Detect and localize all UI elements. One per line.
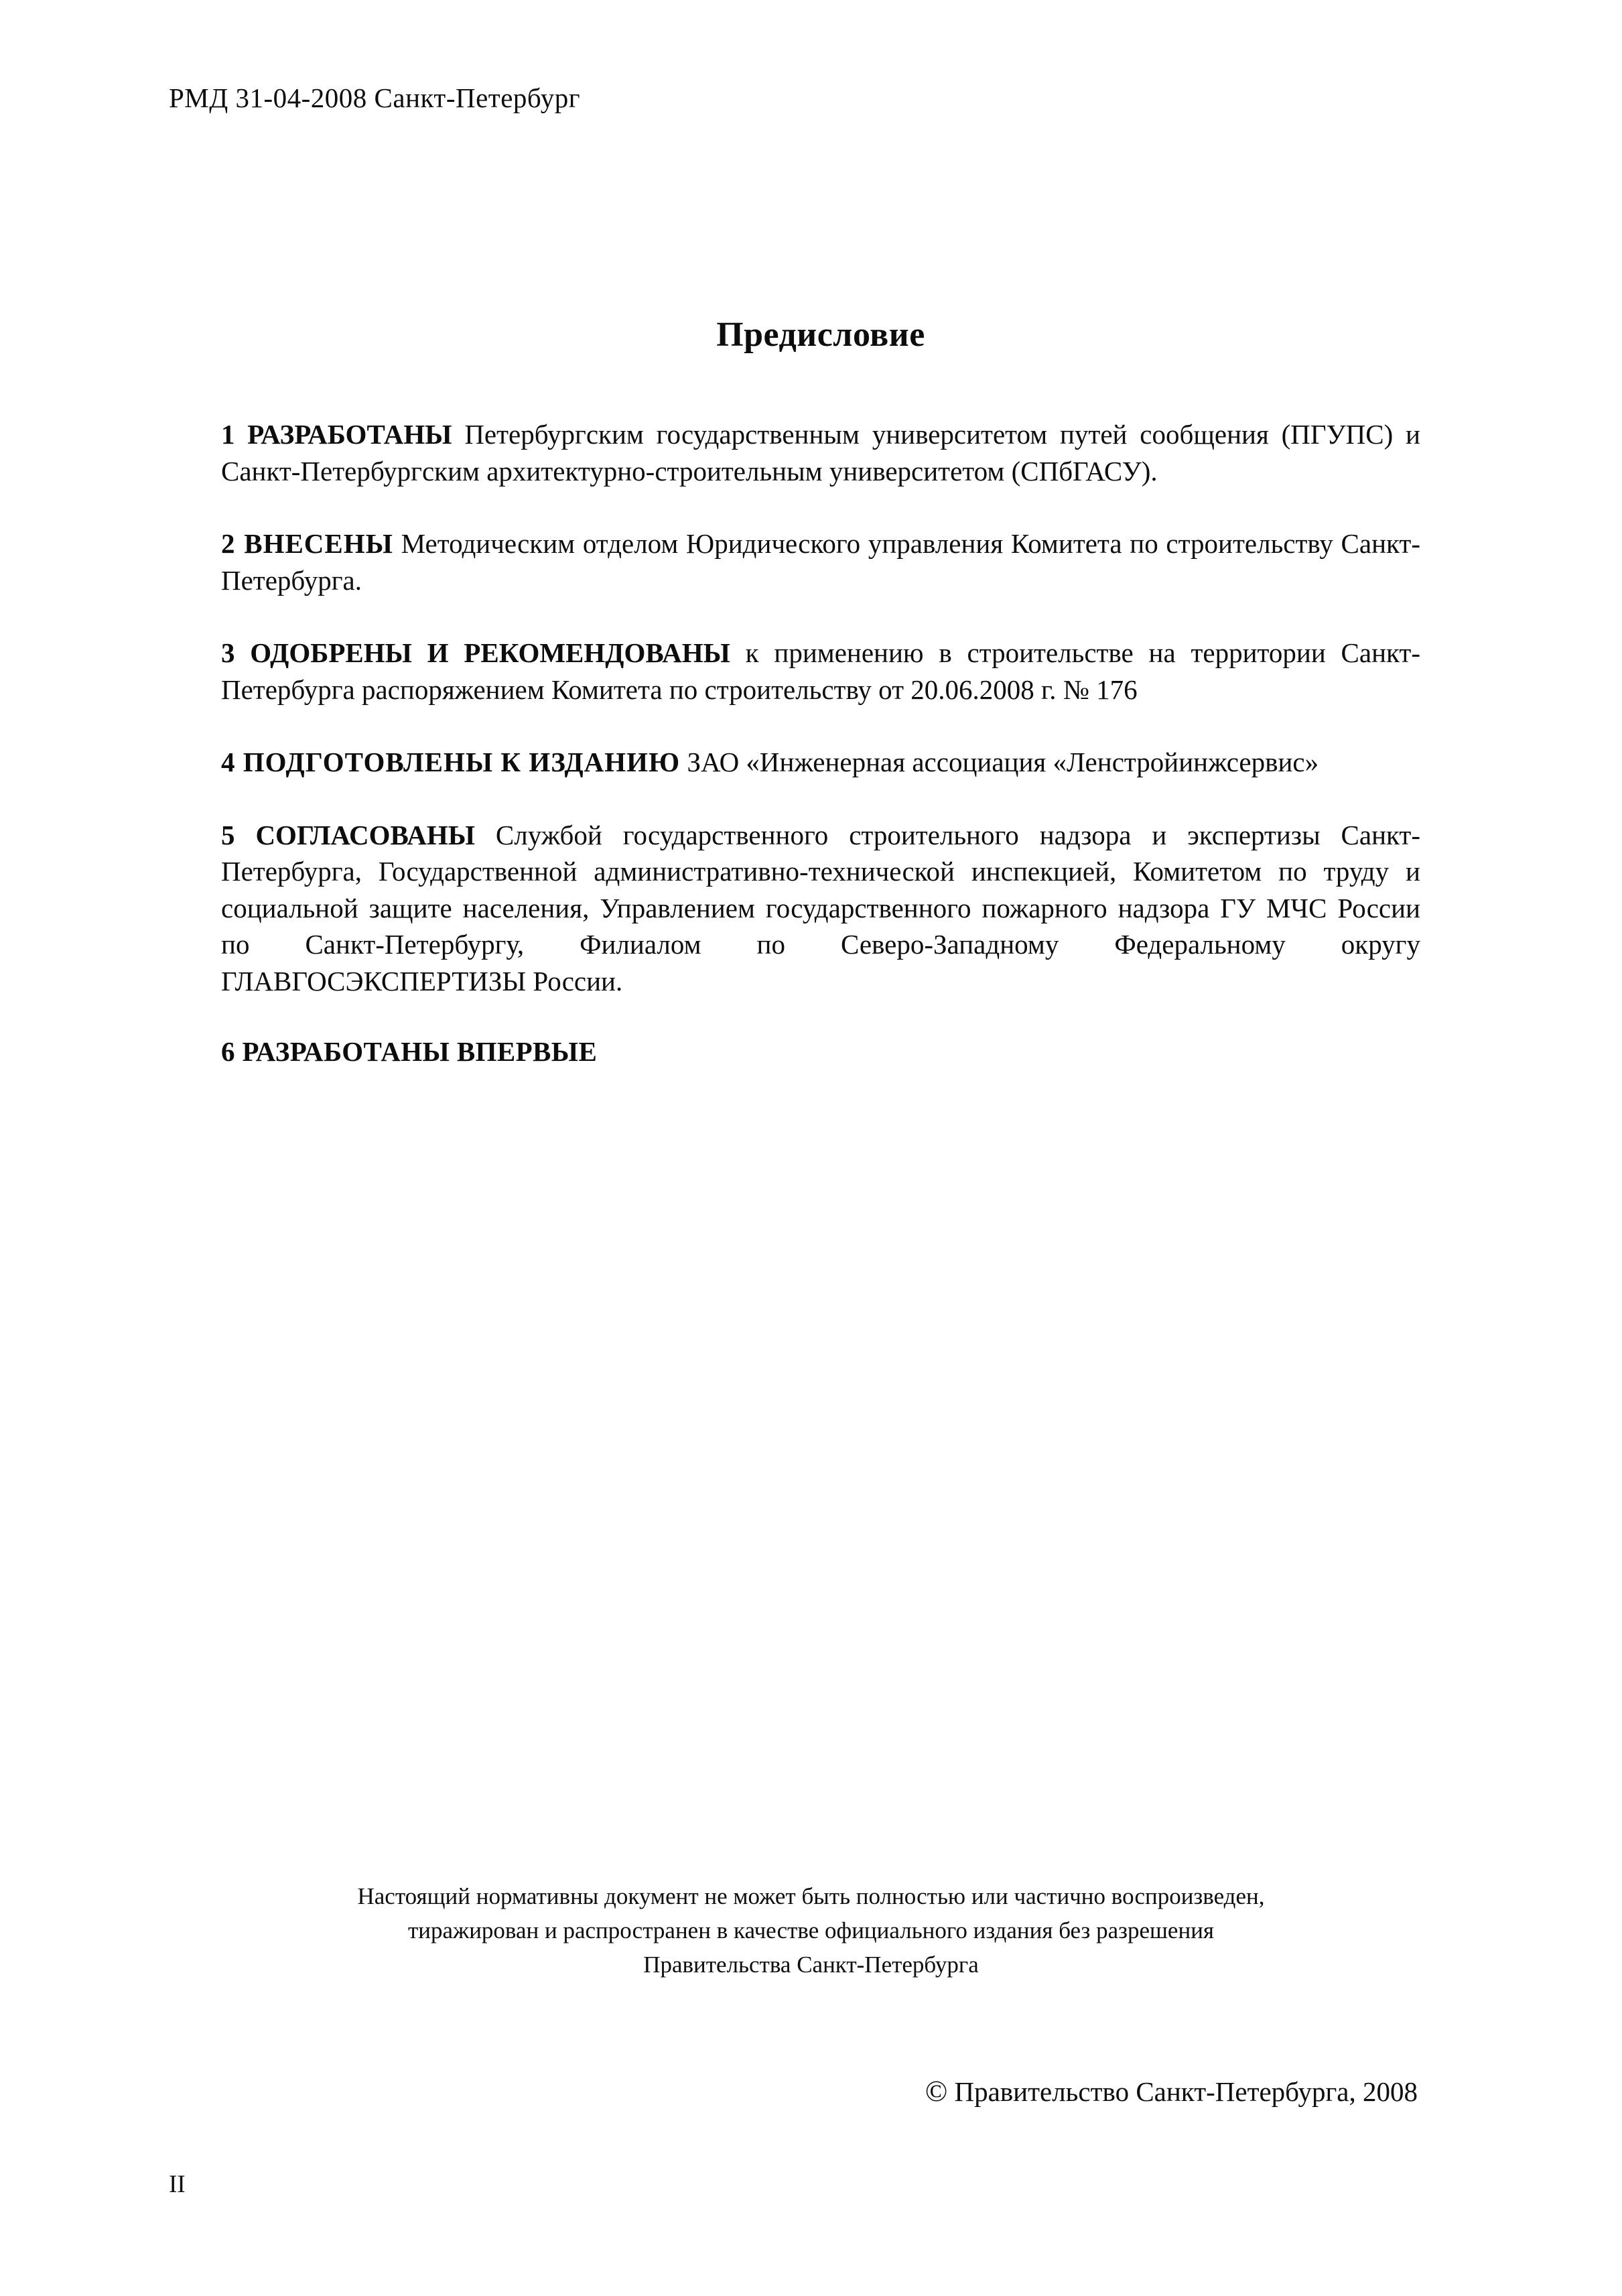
clause-4-lead: 4 ПОДГОТОВЛЕНЫ К ИЗДАНИЮ bbox=[221, 747, 681, 778]
page-number: II bbox=[169, 2171, 186, 2198]
notice-line-3: Правительства Санкт-Петербурга bbox=[643, 1951, 979, 1978]
clause-1-lead: 1 РАЗРАБОТАНЫ bbox=[221, 419, 452, 450]
clause-4 bbox=[221, 744, 1420, 781]
reproduction-notice bbox=[0, 1880, 1622, 1982]
copyright-line bbox=[0, 2074, 1622, 2108]
clause-2-lead: 2 ВНЕСЕНЫ bbox=[221, 528, 393, 560]
copyright-icon: © bbox=[925, 2075, 948, 2108]
clause-2 bbox=[221, 525, 1420, 598]
running-header: РМД 31-04-2008 Санкт-Петербург bbox=[169, 82, 581, 113]
clause-1 bbox=[221, 416, 1420, 489]
clause-2-text: Методическим отделом Юридического управления Комитета по строительству Санкт-Петербурга. bbox=[221, 528, 1420, 596]
clause-1-text: Петербургским государственным университетом путей сообщения (ПГУПС) и Санкт-Петербургским архитектурно-строительным университетом (СПбГАСУ). bbox=[221, 419, 1420, 487]
clause-6: 6 РАЗРАБОТАНЫ ВПЕРВЫЕ bbox=[221, 1036, 598, 1068]
page-title: Предисловие bbox=[716, 316, 925, 354]
copyright-text: Правительство Санкт-Петербурга, 2008 bbox=[954, 2076, 1418, 2107]
clause-5 bbox=[221, 817, 1420, 1000]
page-content bbox=[221, 315, 1420, 1068]
clause-3 bbox=[221, 635, 1420, 708]
clause-3-text: к применению в строительстве на территории Санкт-Петербурга распоряжением Комитета по строительству от 20.06.2008 г. № 176 bbox=[221, 637, 1420, 705]
notice-line-2: тиражирован и распространен в качестве официального издания без разрешения bbox=[407, 1917, 1215, 1943]
clause-5-lead: 5 СОГЛАСОВАНЫ bbox=[221, 819, 475, 850]
clause-3-lead: 3 ОДОБРЕНЫ И РЕКОМЕНДОВАНЫ bbox=[221, 637, 730, 669]
notice-line-1: Настоящий нормативны документ не может быть полностью или частично воспроизведен, bbox=[357, 1883, 1265, 1909]
clause-4-text: ЗАО «Инженерная ассоциация «Ленстройинжсервис» bbox=[680, 747, 1319, 778]
clause-5-text: Службой государственного строительного надзора и экспертизы Санкт-Петербурга, Государственной административно-технической инспекцией, Комитетом по труду и социальной защите населения, Управлением государственного пожарного надзора ГУ МЧС России по Санкт-Петербургу, Филиалом по Северо-Западному Федеральному округу ГЛАВГОСЭКСПЕРТИЗЫ России. bbox=[221, 819, 1420, 997]
